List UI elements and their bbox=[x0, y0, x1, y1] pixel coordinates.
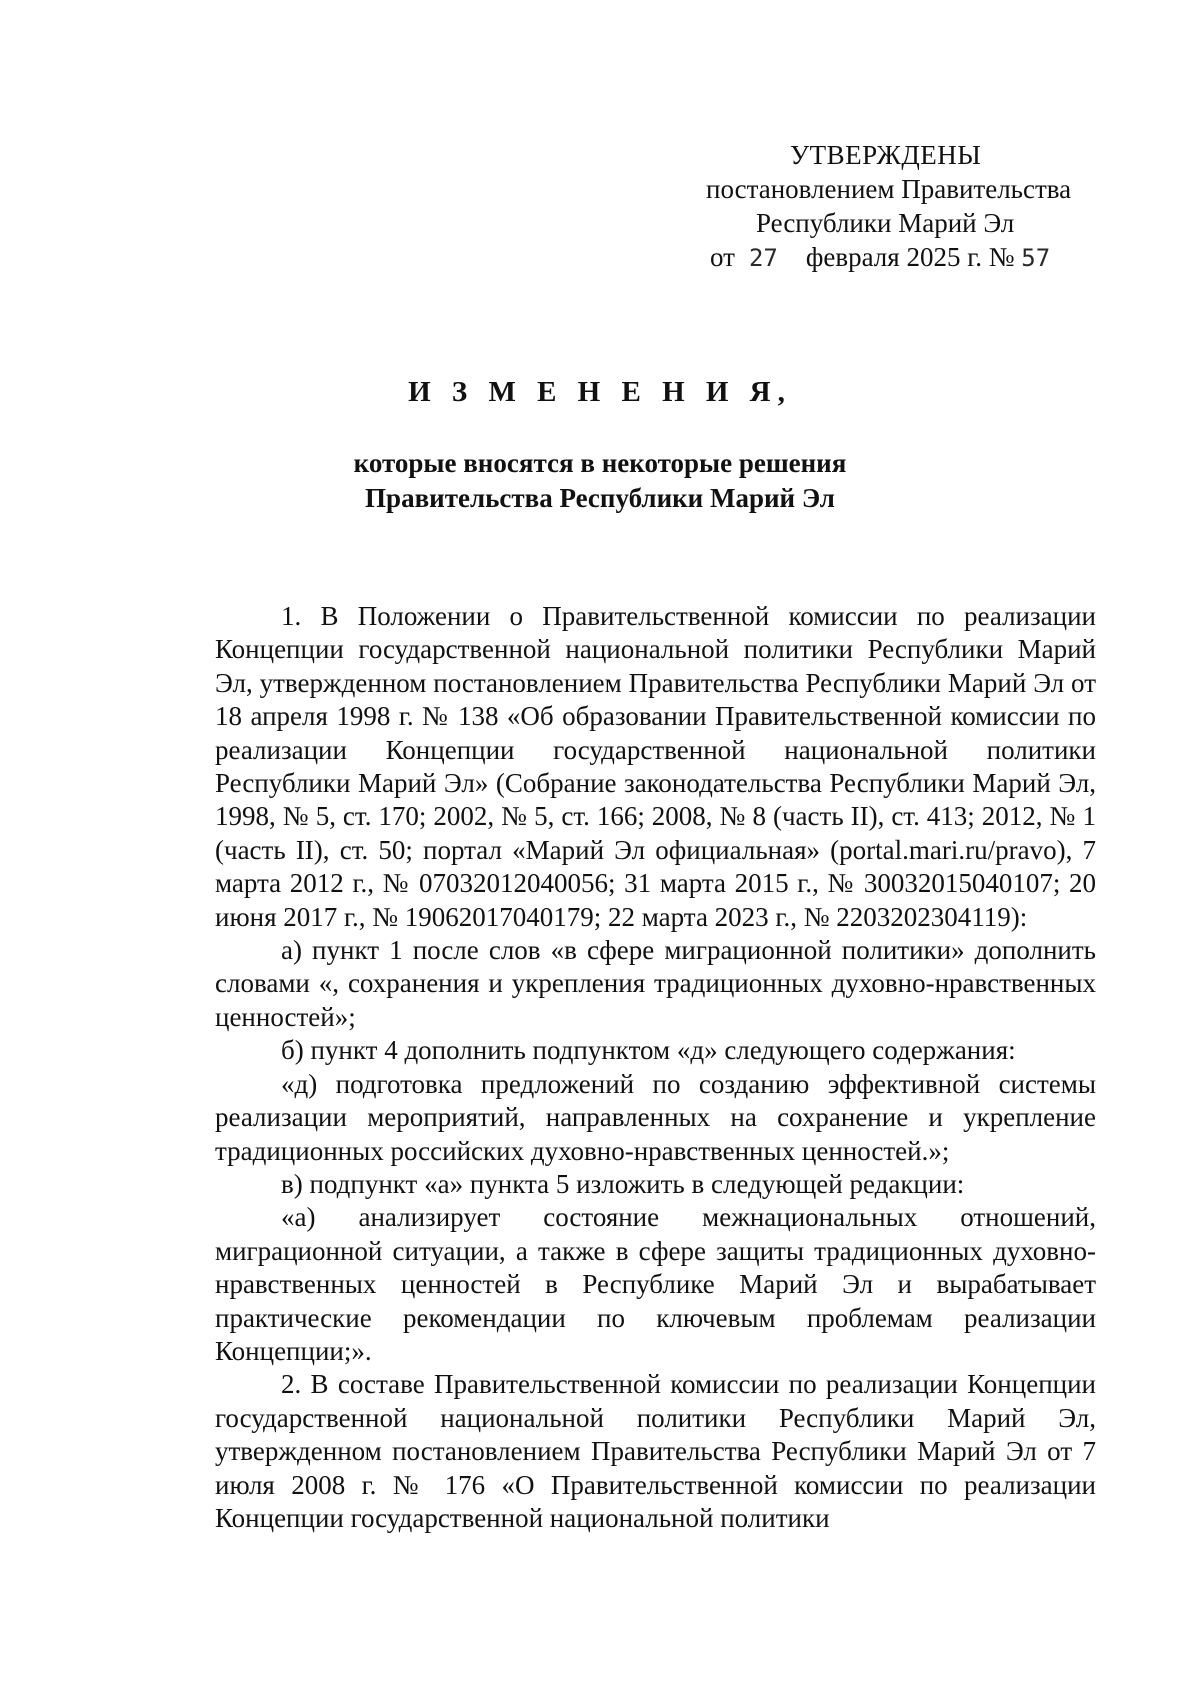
approval-title: УТВЕРЖДЕНЫ bbox=[790, 140, 982, 170]
subheading-line-1: которые вносятся в некоторые решения bbox=[353, 448, 847, 478]
approval-date-line bbox=[640, 240, 1090, 275]
approval-by-line: постановлением Правительства bbox=[706, 174, 1072, 204]
approval-block bbox=[640, 138, 1090, 275]
body-paragraph: «д) подготовка предложений по созданию эффективной системы реализации мероприятий, направленных на сохранение и укрепление традиционных российских духовно-нравственных ценностей.»; bbox=[215, 1068, 1096, 1166]
body-paragraph: «а) анализирует состояние межнациональных отношений, миграционной ситуации, а также в сфере защиты традиционных духовно-нравственных ценностей в Республике Марий Эл и вырабатывает практические рекомендации по ключевым проблемам реализации Концепции;». bbox=[215, 1202, 1096, 1366]
body-paragraph: в) подпункт «а» пункта 5 изложить в следующей редакции: bbox=[281, 1168, 965, 1199]
document-subheading bbox=[0, 446, 1200, 516]
approval-date-day: 27 bbox=[748, 244, 778, 272]
subheading-line-2: Правительства Республики Марий Эл bbox=[365, 483, 835, 513]
approval-date-rest: февраля 2025 г. № bbox=[805, 242, 1015, 272]
approval-date-number: 57 bbox=[1021, 244, 1051, 272]
body-paragraph: а) пункт 1 после слов «в сфере миграционной политики» дополнить словами «, сохранения и укрепления традиционных духовно-нравственных ценностей»; bbox=[215, 935, 1096, 1032]
approval-date-prefix: от bbox=[710, 242, 735, 272]
body-paragraph: б) пункт 4 дополнить подпунктом «д» следующего содержания: bbox=[281, 1035, 1016, 1066]
body-paragraph: 1. В Положении о Правительственной комиссии по реализации Концепции государственной национальной политики Республики Марий Эл, утвержденном постановлением Правительства Республики Марий Эл от 18 апреля 1998 г. № 138 «Об образовании Правительственной комиссии по реализации Концепции государственной национальной политики Республики Марий Эл» (Собрание законодательства Республики Марий Эл, 1998, № 5, ст. 170; 2002, № 5, ст. 166; 2008, № 8 (часть II), ст. 413; 2012, № 1 (часть II), ст. 50; портал «Марий Эл официальная» (portal.mari.ru/pravo), 7 марта 2012 г., № 07032012040056; 31 марта 2015 г., № 30032015040107; 20 июня 2017 г., № 19062017040179; 22 марта 2023 г., № 2203202304119): bbox=[215, 601, 1096, 932]
approval-republic-line: Республики Марий Эл bbox=[756, 208, 1015, 238]
document-body bbox=[215, 600, 1096, 1535]
body-paragraph: 2. В составе Правительственной комиссии по реализации Концепции государственной национальной политики Республики Марий Эл, утвержденном постановлением Правительства Республики Марий Эл от 7 июля 2008 г. № 176 «О Правительственной комиссии по реализации Концепции государственной национальной политики bbox=[215, 1369, 1096, 1533]
document-heading: И З М Е Н Е Н И Я, bbox=[408, 376, 792, 408]
